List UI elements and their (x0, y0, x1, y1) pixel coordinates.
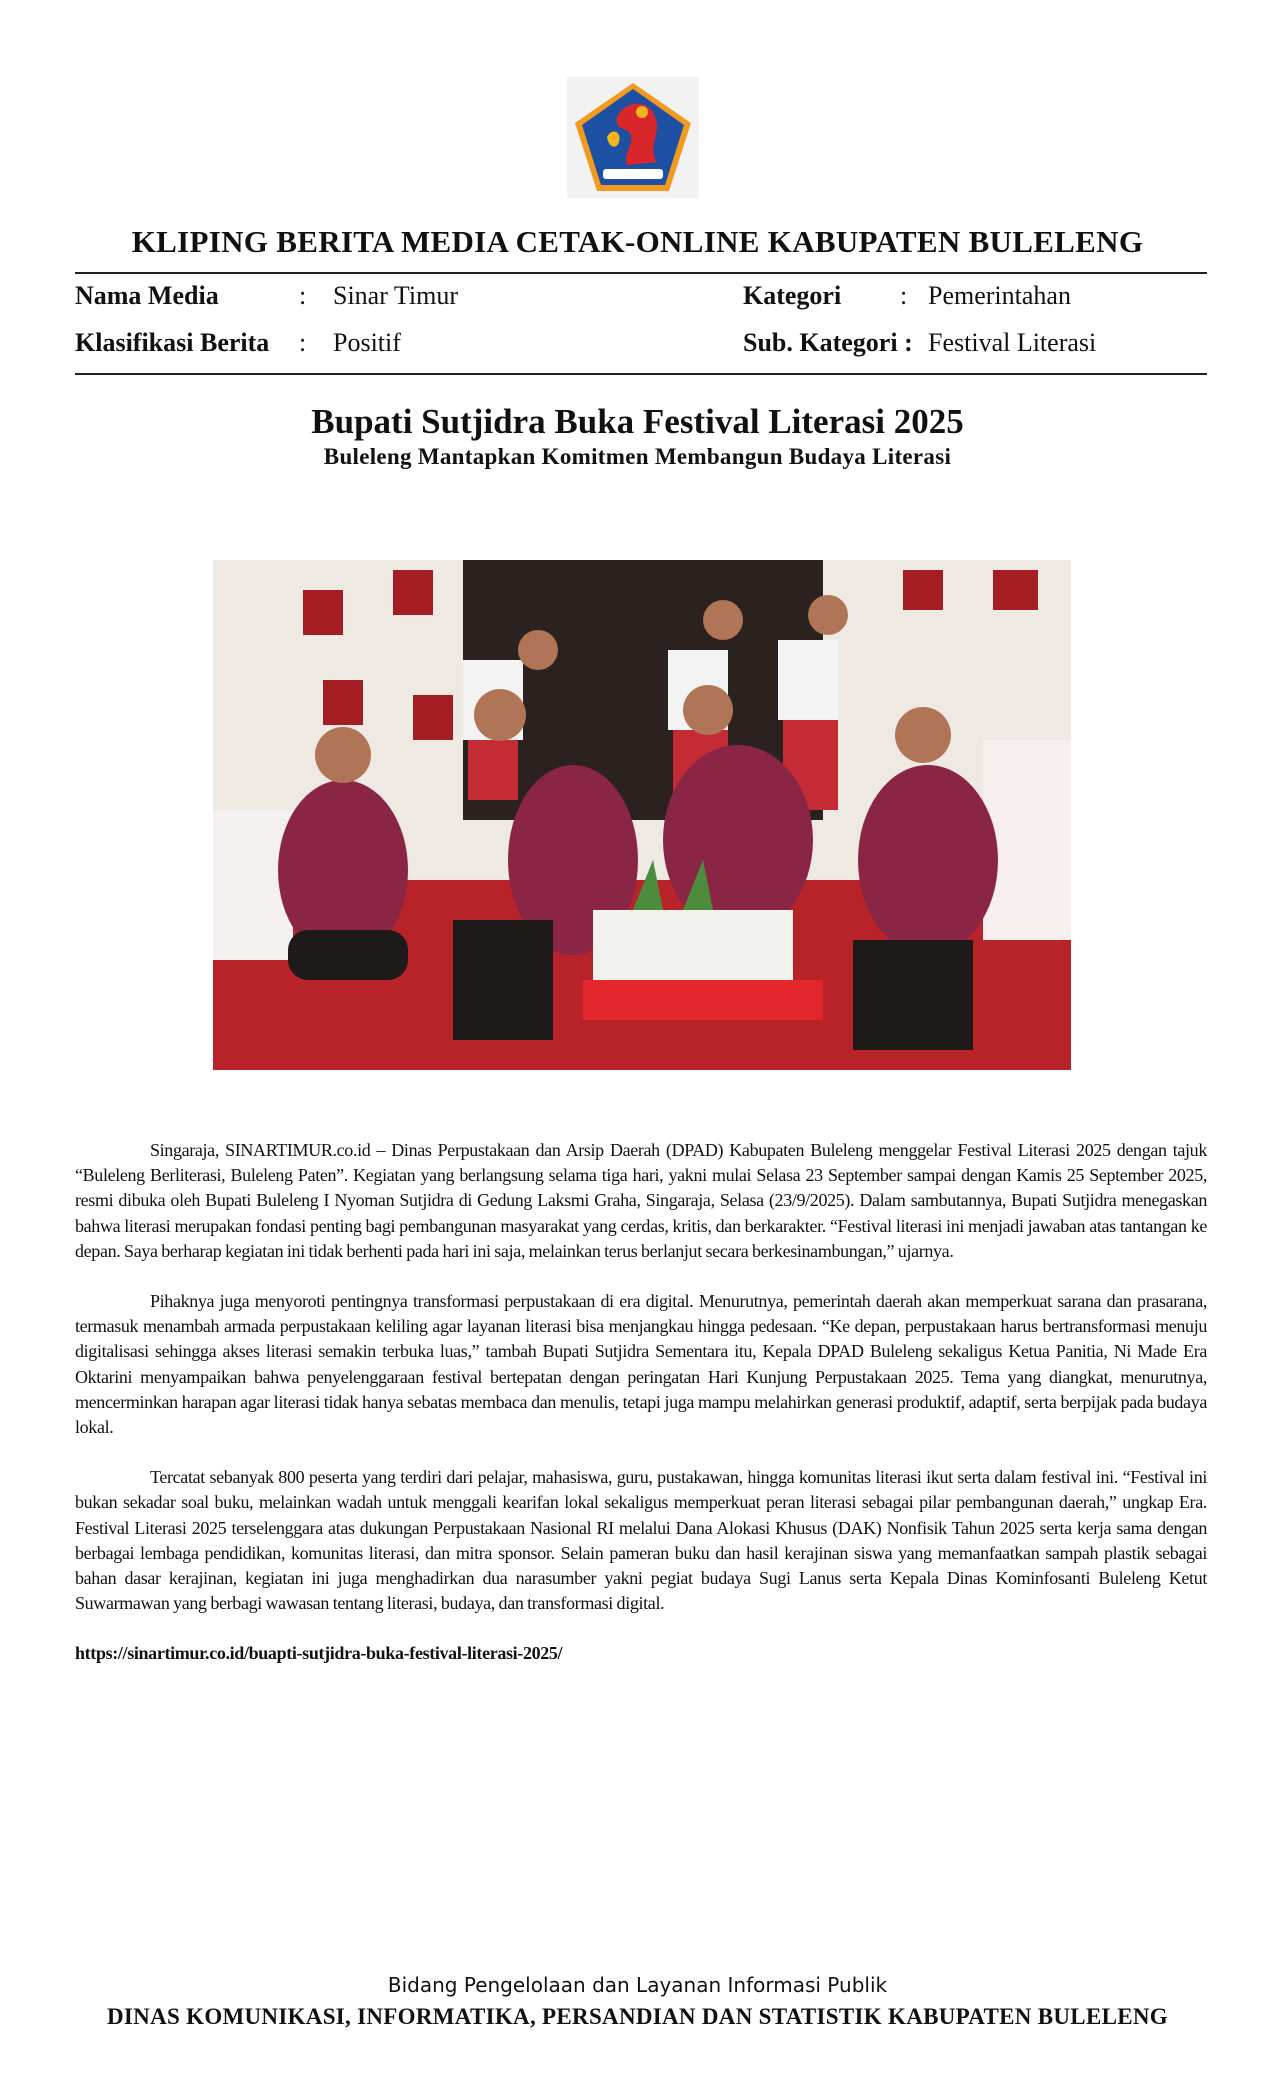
klasifikasi-label: Klasifikasi Berita (75, 328, 270, 357)
article-body (75, 1138, 1207, 1667)
media-label: Nama Media (75, 281, 219, 310)
article-photo (213, 560, 1071, 1070)
subkategori-value: Festival Literasi (928, 328, 1097, 357)
colon: : (299, 281, 307, 310)
source-url-link[interactable]: https://sinartimur.co.id/buapti-sutjidra-buka-festival-literasi-2025/ (75, 1643, 563, 1664)
colon: : (299, 328, 307, 357)
article-paragraph: Singaraja, SINARTIMUR.co.id – Dinas Perpustakaan dan Arsip Daerah (DPAD) Kabupaten Buleleng menggelar Festival Literasi 2025 dengan tajuk “Buleleng Berliterasi, Buleleng Paten”. Kegiatan yang berlangsung selama tiga hari, yakni mulai Selasa 23 September sampai dengan Kamis 25 September 2025, resmi dibuka oleh Bupati Buleleng I Nyoman Sutjidra di Gedung Laksmi Graha, Singaraja, Selasa (23/9/2025). Dalam sambutannya, Bupati Sutjidra menegaskan bahwa literasi merupakan fondasi penting bagi pembangunan masyarakat yang cerdas, kritis, dan berkarakter. “Festival literasi ini menjadi jawaban atas tantangan ke depan. Saya berharap kegiatan ini tidak berhenti pada hari ini saja, melainkan terus berlanjut secara berkesinambungan,” ujarnya. (75, 1140, 1207, 1261)
divider (75, 373, 1207, 375)
article-paragraph: Pihaknya juga menyoroti pentingnya transformasi perpustakaan di era digital. Menurutnya, pemerintah daerah akan memperkuat sarana dan prasarana, termasuk menambah armada perpustakaan keliling agar layanan literasi bisa menjangkau hingga pedesaan. “Ke depan, perpustakaan harus bertransformasi menuju digitalisasi sehingga akses literasi semakin terbuka luas,” tambah Bupati Sutjidra Sementara itu, Kepala DPAD Buleleng sekaligus Ketua Panitia, Ni Made Era Oktarini menyampaikan bahwa penyelenggaraan festival bertepatan dengan peringatan Hari Kunjung Perpustakaan 2025. Tema yang diangkat, menurutnya, mencerminkan harapan agar literasi tidak hanya sebatas membaca dan menulis, tetapi juga mampu melahirkan generasi produktif, adaptif, serta berpijak pada budaya lokal. (75, 1291, 1207, 1438)
colon: : (900, 281, 908, 310)
regency-logo (567, 77, 699, 198)
subkategori-label: Sub. Kategori : (743, 328, 913, 357)
footer-division: Bidang Pengelolaan dan Layanan Informasi Publik (387, 1973, 888, 1997)
document-title: KLIPING BERITA MEDIA CETAK-ONLINE KABUPATEN BULELENG (131, 224, 1144, 259)
kategori-label: Kategori (743, 281, 842, 310)
metadata-block (0, 281, 1275, 371)
article-headline: Bupati Sutjidra Buka Festival Literasi 2025 (311, 402, 964, 441)
article-paragraph: Tercatat sebanyak 800 peserta yang terdiri dari pelajar, mahasiswa, guru, pustakawan, hingga komunitas literasi ikut serta dalam festival ini. “Festival ini bukan sekadar soal buku, melainkan wadah untuk menggali kearifan lokal sekaligus memperkuat peran literasi sebagai pilar pembangunan daerah,” ungkap Era. Festival Literasi 2025 terselenggara atas dukungan Perpustakaan Nasional RI melalui Dana Alokasi Khusus (DAK) Nonfisik Tahun 2025 serta kerja sama dengan berbagai lembaga pendidikan, komunitas literasi, dan mitra sponsor. Selain pameran buku dan hasil kerajinan siswa yang memanfaatkan sampah plastik sebagai bahan dasar kerajinan, kegiatan ini juga menghadirkan dua narasumber yakni pegiat budaya Sugi Lanus serta Kepala Dinas Kominfosanti Buleleng Ketut Suwarmawan yang berbagi wawasan tentang literasi, budaya, dan transformasi digital. (75, 1467, 1207, 1614)
klasifikasi-value: Positif (333, 328, 401, 357)
media-value: Sinar Timur (333, 281, 458, 310)
divider (75, 272, 1207, 274)
article-subheadline: Buleleng Mantapkan Komitmen Membangun Budaya Literasi (323, 444, 952, 469)
kategori-value: Pemerintahan (928, 281, 1071, 310)
footer-agency: DINAS KOMUNIKASI, INFORMATIKA, PERSANDIAN DAN STATISTIK KABUPATEN BULELENG (107, 2004, 1168, 2029)
